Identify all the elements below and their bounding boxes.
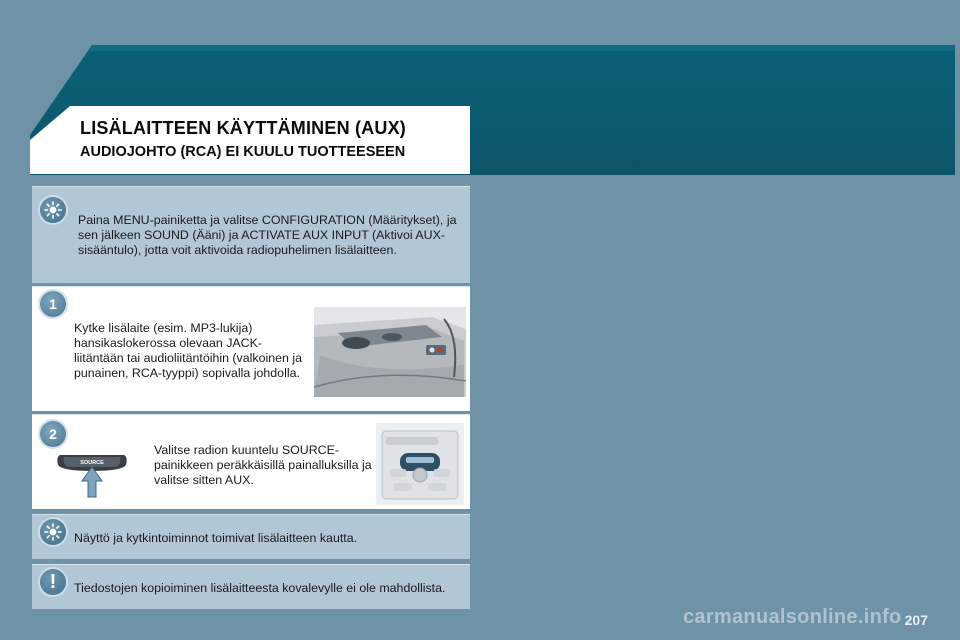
source-button-label: SOURCE	[80, 460, 104, 466]
warning-text: Tiedostojen kopioiminen lisälaitteesta kovalevylle ei ole mahdollista.	[74, 581, 446, 595]
watermark: carmanualsonline.info	[683, 606, 902, 628]
page-subtitle: AUDIOJOHTO (RCA) EI KUULU TUOTTEESEEN	[80, 144, 406, 160]
radio-panel-drawing	[376, 423, 464, 505]
tip-panel-menu	[32, 186, 470, 283]
source-button-illustration	[54, 451, 130, 499]
warning-panel	[32, 564, 470, 609]
step-2-panel	[32, 414, 470, 509]
exclamation-icon: !	[40, 569, 66, 595]
lightbulb-icon-graphic	[40, 197, 66, 223]
lightbulb-icon	[40, 197, 66, 223]
step-1-panel	[32, 286, 470, 411]
step-number-badge: 2	[40, 421, 66, 447]
lightbulb-icon	[40, 519, 66, 545]
header-band	[30, 45, 955, 51]
lightbulb-icon-graphic	[40, 519, 66, 545]
step-number-badge: 1	[40, 291, 66, 317]
tip-text-display: Näyttö ja kytkintoiminnot toimivat lisälaitteen kautta.	[74, 531, 358, 545]
radio-panel-illustration	[376, 423, 464, 505]
step-1-text: Kytke lisälaite (esim. MP3-lukija) hansikaslokerossa olevaan JACK-liitäntään tai audioliitäntöihin (valkoinen ja punainen, RCA-tyyppi) sopivalla johdolla.	[74, 321, 302, 380]
title-box	[30, 106, 470, 174]
page-title: LISÄLAITTEEN KÄYTTÄMINEN (AUX)	[80, 118, 406, 138]
step-2-text: Valitse radion kuuntelu SOURCE-painikkeen peräkkäisillä painalluksilla ja valitse sitten AUX.	[154, 443, 372, 487]
tip-panel-display	[32, 514, 470, 559]
tip-text-menu: Paina MENU-painiketta ja valitse CONFIGURATION (Määritykset), ja sen jälkeen SOUND (Ääni) ja ACTIVATE AUX INPUT (Aktivoi AUX-sisääntulo), jotta voit aktivoida radiopuhelimen lisälaitteen.	[78, 213, 457, 257]
page-number: 207	[904, 612, 928, 628]
glovebox-illustration	[314, 307, 466, 397]
glovebox-drawing	[314, 307, 466, 397]
source-button-drawing	[54, 451, 130, 499]
